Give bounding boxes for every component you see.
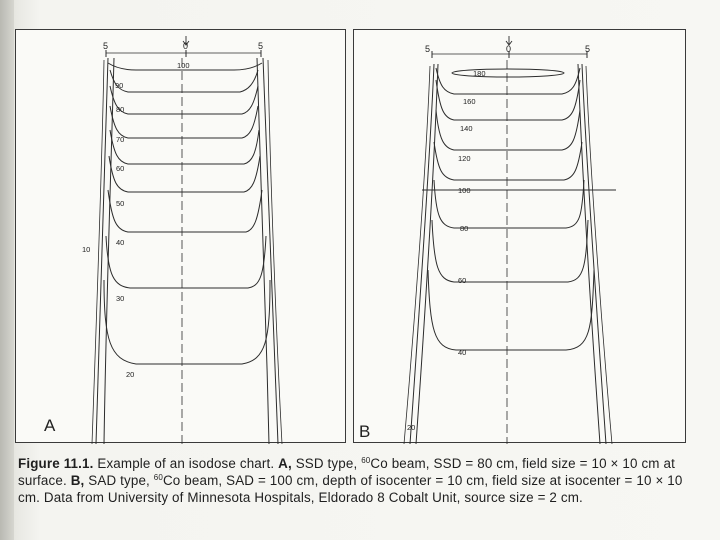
caption-text-1: Example of an isodose chart.: [97, 456, 279, 471]
isodose-label-20: 20: [407, 423, 416, 432]
axis-tick-right: 5: [258, 41, 264, 51]
isodose-label-60: 60: [116, 164, 125, 173]
axis-tick-left: 5: [103, 41, 109, 51]
panel-letter-b: B: [359, 422, 371, 441]
panel-letter-a: A: [44, 416, 56, 435]
isodose-label-160: 160: [463, 97, 476, 106]
caption-b-label: B,: [70, 473, 85, 488]
caption-text-2: SSD type,: [291, 456, 362, 471]
figure-caption: [18, 455, 688, 506]
isodose-label-20: 20: [126, 370, 135, 379]
isodose-chart-a-graphic: [16, 30, 347, 444]
axis-tick-center: 0: [183, 41, 189, 51]
caption-a-label: A,: [278, 456, 292, 471]
isodose-label-90: 90: [115, 81, 124, 90]
isodose-chart-b-graphic: [354, 30, 687, 444]
isodose-label-80: 80: [460, 224, 469, 233]
caption-text-5: Co beam, SAD = 100 cm, depth of isocenter = 10 cm, field size at isocenter = 10 × 10 cm. Data from University of Minnesota Hospitals, Eldorado 8 Cobalt Unit, source size = 2 cm.: [18, 473, 683, 505]
isodose-label-180: 180: [473, 69, 486, 78]
axis-tick-left: 5: [425, 44, 431, 54]
axis-tick-center: 0: [506, 44, 512, 54]
isodose-label-60: 60: [458, 276, 467, 285]
axis-tick-right: 5: [585, 44, 591, 54]
isodose-label-100: 100: [458, 186, 471, 195]
isodose-label-70: 70: [116, 135, 125, 144]
isodose-label-120: 120: [458, 154, 471, 163]
caption-text-3: Co beam, SSD = 80 cm, field size = 10 × 10 cm at surface.: [18, 456, 675, 488]
isodose-chart-a: [15, 29, 346, 443]
isodose-label-50: 50: [116, 199, 125, 208]
isodose-label-40: 40: [458, 348, 467, 357]
isotope-superscript-2: 60: [153, 473, 163, 482]
isodose-label-140: 140: [460, 124, 473, 133]
isodose-chart-b: [353, 29, 686, 443]
isodose-label-80: 80: [116, 105, 125, 114]
isodose-label-10: 10: [82, 245, 91, 254]
isodose-label-40: 40: [116, 238, 125, 247]
caption-text-4: SAD type,: [84, 473, 154, 488]
isotope-superscript-1: 60: [361, 456, 371, 465]
figure-label: Figure 11.1.: [18, 456, 94, 471]
isodose-label-30: 30: [116, 294, 125, 303]
isodose-label-100: 100: [177, 61, 190, 70]
book-spine-shadow: [0, 0, 14, 540]
